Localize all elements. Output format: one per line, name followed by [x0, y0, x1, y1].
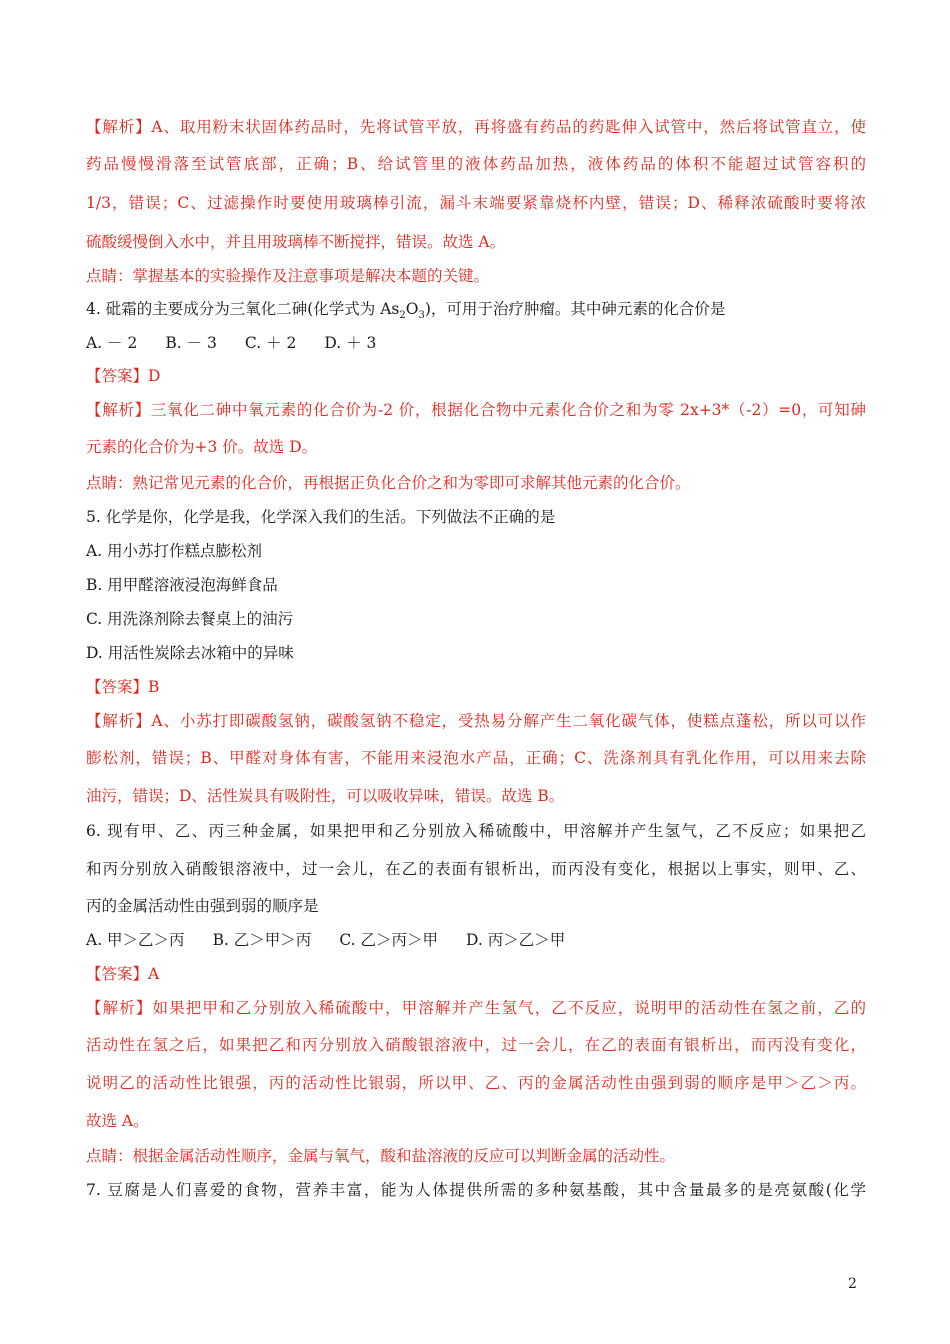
q6-analysis-line: 【解析】如果把甲和乙分别放入稀硫酸中，甲溶解并产生氢气，乙不反应，说明甲的活动性在氢之前，乙的: [86, 999, 866, 1017]
q5-option: D. 用活性炭除去冰箱中的异味: [86, 644, 294, 662]
q3-analysis-line: 硫酸缓慢倒入水中，并且用玻璃棒不断搅拌，错误。故选 A。: [86, 233, 506, 251]
q6-stem-line: 和丙分别放入硝酸银溶液中，过一会儿，在乙的表面有银析出，而丙没有变化，根据以上事实，则甲、乙、: [86, 860, 866, 878]
q5-option: A. 用小苏打作糕点膨松剂: [86, 542, 263, 560]
q3-analysis-line: 药品慢慢滑落至试管底部，正确；B、给试管里的液体药品加热，液体药品的体积不能超过试管容积的: [86, 155, 866, 173]
q6-tip: 点睛：根据金属活动性顺序，金属与氧气，酸和盐溶液的反应可以判断金属的活动性。: [86, 1147, 676, 1165]
q3-tip: 点睛：掌握基本的实验操作及注意事项是解决本题的关键。: [86, 267, 490, 285]
q4-stem-text: 4. 砒霜的主要成分为三氧化二砷(化学式为 As: [86, 300, 400, 318]
q4-stem-text: )，可用于治疗肿瘤。其中砷元素的化合价是: [424, 300, 726, 318]
q6-analysis-line: 故选 A。: [86, 1112, 149, 1130]
q6-option: A. 甲＞乙＞丙: [86, 931, 185, 949]
q6-option: B. 乙＞甲＞丙: [212, 931, 312, 949]
q4-option: B. － 3: [165, 334, 217, 352]
q6-option: D. 丙＞乙＞甲: [465, 931, 566, 949]
q6-stem-line: 6. 现有甲、乙、丙三种金属，如果把甲和乙分别放入稀硫酸中，甲溶解并产生氢气，乙不反应；如果把乙: [86, 822, 866, 840]
q4-analysis-line: 【解析】三氧化二砷中氧元素的化合价为-2 价，根据化合物中元素化合价之和为零 2x+3*（-2）=0，可知砷: [86, 401, 866, 419]
q5-analysis-line: 膨松剂，错误；B、甲醛对身体有害，不能用来浸泡水产品，正确；C、洗涤剂具有乳化作用，可以用来去除: [86, 749, 866, 767]
q5-option: C. 用洗涤剂除去餐桌上的油污: [86, 610, 294, 628]
q5-stem: 5. 化学是你，化学是我，化学深入我们的生活。下列做法不正确的是: [86, 508, 556, 526]
q6-stem-line: 丙的金属活动性由强到弱的顺序是: [86, 897, 319, 915]
q6-analysis-line: 活动性在氢之后，如果把乙和丙分别放入硝酸银溶液中，过一会儿，在乙的表面有银析出，而丙没有变化，: [86, 1036, 866, 1054]
q4-option: C. ＋ 2: [244, 334, 297, 352]
q4-subscript: 2: [399, 310, 406, 322]
q4-subscript: 3: [418, 310, 425, 322]
q3-analysis-line: 1/3，错误；C、过滤操作时要使用玻璃棒引流，漏斗末端要紧靠烧杯内壁，错误；D、稀释浓硫酸时要将浓: [86, 194, 866, 212]
q4-option: A. － 2: [86, 334, 138, 352]
q6-option: C. 乙＞丙＞甲: [339, 931, 438, 949]
q5-answer: 【答案】B: [86, 678, 160, 696]
q4-stem-text: O: [405, 300, 419, 318]
q4-option: D. ＋ 3: [324, 334, 377, 352]
q5-analysis-line: 【解析】A、小苏打即碳酸氢钠，碳酸氢钠不稳定，受热易分解产生二氧化碳气体，使糕点蓬松，所以可以作: [86, 712, 866, 730]
q6-answer: 【答案】A: [86, 965, 160, 983]
q6-options: [86, 930, 866, 950]
q3-analysis-line: 【解析】A、取用粉末状固体药品时，先将试管平放，再将盛有药品的药匙伸入试管中，然后将试管直立，使: [86, 118, 866, 136]
q5-analysis-line: 油污，错误；D、活性炭具有吸附性，可以吸收异味，错误。故选 B。: [86, 787, 565, 805]
q5-option: B. 用甲醛溶液浸泡海鲜食品: [86, 576, 278, 594]
q4-options: [86, 333, 866, 353]
q6-analysis-line: 说明乙的活动性比银强，丙的活动性比银弱，所以甲、乙、丙的金属活动性由强到弱的顺序是甲＞乙＞丙。: [86, 1074, 866, 1092]
q4-answer: 【答案】D: [86, 367, 161, 385]
q4-tip: 点睛：熟记常见元素的化合价，再根据正负化合价之和为零即可求解其他元素的化合价。: [86, 474, 691, 492]
page-number: 2: [848, 1276, 857, 1292]
q4-analysis-line: 元素的化合价为+3 价。故选 D。: [86, 438, 318, 456]
q4-stem: [86, 299, 866, 322]
q7-stem-line: 7. 豆腐是人们喜爱的食物，营养丰富，能为人体提供所需的多种氨基酸，其中含量最多的是亮氨酸(化学: [86, 1181, 866, 1199]
